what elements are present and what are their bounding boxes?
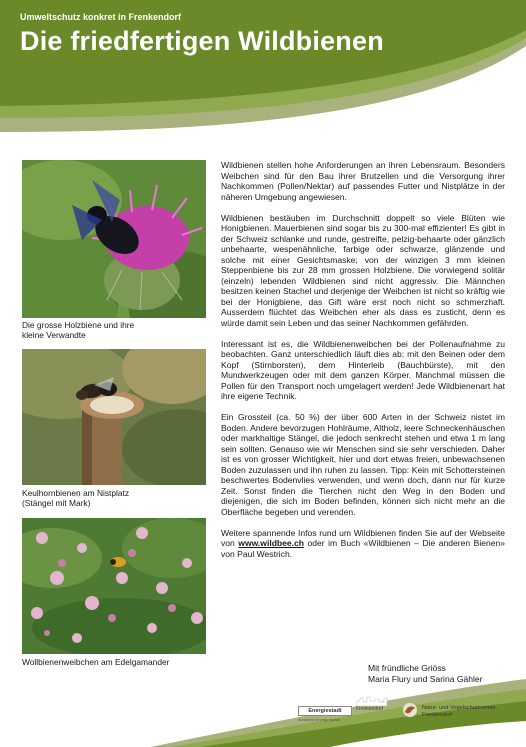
energiestadt-logo: [298, 700, 352, 720]
paragraph: Interessant ist es, die Wildbienenweibchen bei der Pollenaufnahme zu beobachten. Ganz unterschiedlich läuft dies ab: mit den Beinen oder dem Kopf (Stirnborsten), dem Hinterleib (Bauchbürste), mit den Mundwerkzeugen oder mit dem ganzen Körper. Manchmal müssen die Pollen für den Transport noch umgelagert werden! Jede Wildbienenart hat ihre eigene Technik.: [221, 338, 505, 401]
signature-names: Maria Flury und Sarina Gähler: [368, 674, 483, 684]
frenkendorf-logo: [356, 706, 383, 712]
bird-icon: [402, 702, 418, 718]
photo-holzbiene: [22, 160, 206, 318]
uek-logo-line: Frenkendorf: [232, 712, 273, 719]
energiestadt-sub: european energy award: [298, 717, 341, 722]
caption-line: Die grosse Holzbiene und ihre: [22, 320, 135, 330]
page-title: Die friedfertigen Wildbienen: [20, 26, 384, 56]
paragraph-text: Weitere spannende Infos rund um Wildbienen finden Sie auf der Webseite von: [221, 527, 505, 548]
paragraph: [221, 528, 505, 560]
uek-logo: [232, 704, 273, 720]
caption-line: Keulhornbienen am Nistplatz: [22, 488, 130, 498]
paragraph: Ein Grossteil (ca. 50 %) der über 600 Arten in der Schweiz nistet im Boden. Andere bevorzugen Hohlräume, Altholz, leere Schneckenhäuschen oder markhaltige Stängel, die jedoch senkrecht stehen und etwa 1 m lang sein sollten. Genauso wie wir Menschen sind sie sehr verschieden. Daher ist es von grosser Wichtigkeit, hier und dort etwas freien, unbewachsenen Boden zuzulassen und ihn ruhen zu lassen. Tipp: Kein mit Schottersteinen beschwertes Bodenvlies verwenden, und wenn doch, dann nur für kurze Zeit. Sonst finden die Tierchen nicht den Weg in den Boden und diejenigen, die sich im Boden befinden, können sich nicht mehr an die Oberfläche begeben und verenden.: [221, 412, 505, 517]
paragraph-text: oder im Buch «Wildbienen – Die anderen Bienen» von Paul Westrich.: [221, 538, 506, 559]
uek-logo-line: UEK: [232, 704, 247, 711]
frenkendorf-label: Frenkendorf: [356, 706, 383, 712]
signature-greeting: Mit fründliche Griöss: [368, 663, 446, 673]
header-banner: [0, 0, 526, 135]
header-kicker: Umweltschutz konkret in Frenkendorf: [20, 12, 182, 22]
photo-keulhornbienen: [22, 349, 206, 485]
caption-line: Wollbienenweibchen am Edelgamander: [22, 657, 170, 667]
paragraph: Wildbienen stellen hohe Anforderungen an ihren Lebensraum. Besonders Weibchen sind für den Bau ihrer Brutzellen und die Versorgung ihrer Nachkommen (Pollen/Nektar) auf passendes Futter und Nistplätze in der näheren Umgebung angewiesen.: [221, 160, 505, 202]
wildbee-link[interactable]: www.wildbee.ch: [238, 538, 304, 548]
nv-line: Frenkendorf: [422, 712, 453, 718]
photo-caption: [22, 488, 212, 508]
paragraph: Wildbienen bestäuben im Durchschnitt doppelt so viele Blüten wie Honigbienen. Mauerbienen sind sogar bis zu 300-mal effizienter! Es gibt in der Schweiz schlanke und runde, gestreifte, pelzig-behaarte oder gänzlich unbehaarte, wespenähnliche, farbige oder schwarze, glänzende und solche mit einer Gesichtsmaske; von der winzigen 3 mm kleinen Steppenbiene bis zur 28 mm grossen Holzbiene. Die vorwiegend solitär (einzeln) lebenden Wildbienen sind nicht aggressiv. Die Männchen besitzen keinen Stachel und derjenige der Weibchen ist nicht so kräftig wie bei der Honigbiene, das Gift wäre erst noch nicht so schmerzhaft. Ausserdem flüchtet das Weibchen eher als dass es zusticht, denn es würde damit sein Leben und das seiner Nachkommen gefährden.: [221, 212, 505, 328]
caption-line: (Stängel mit Mark): [22, 498, 91, 508]
photo-caption: [22, 320, 212, 340]
caption-line: kleine Verwandte: [22, 330, 86, 340]
energiestadt-label: Energiestadt: [298, 706, 352, 716]
city-skyline-icon: [356, 696, 390, 706]
naturschutzverein-logo: [422, 705, 495, 719]
photo-wollbiene: [22, 518, 206, 654]
article-body: [221, 160, 505, 570]
nv-line: Natur- und Vogelschutzverein: [422, 705, 496, 711]
